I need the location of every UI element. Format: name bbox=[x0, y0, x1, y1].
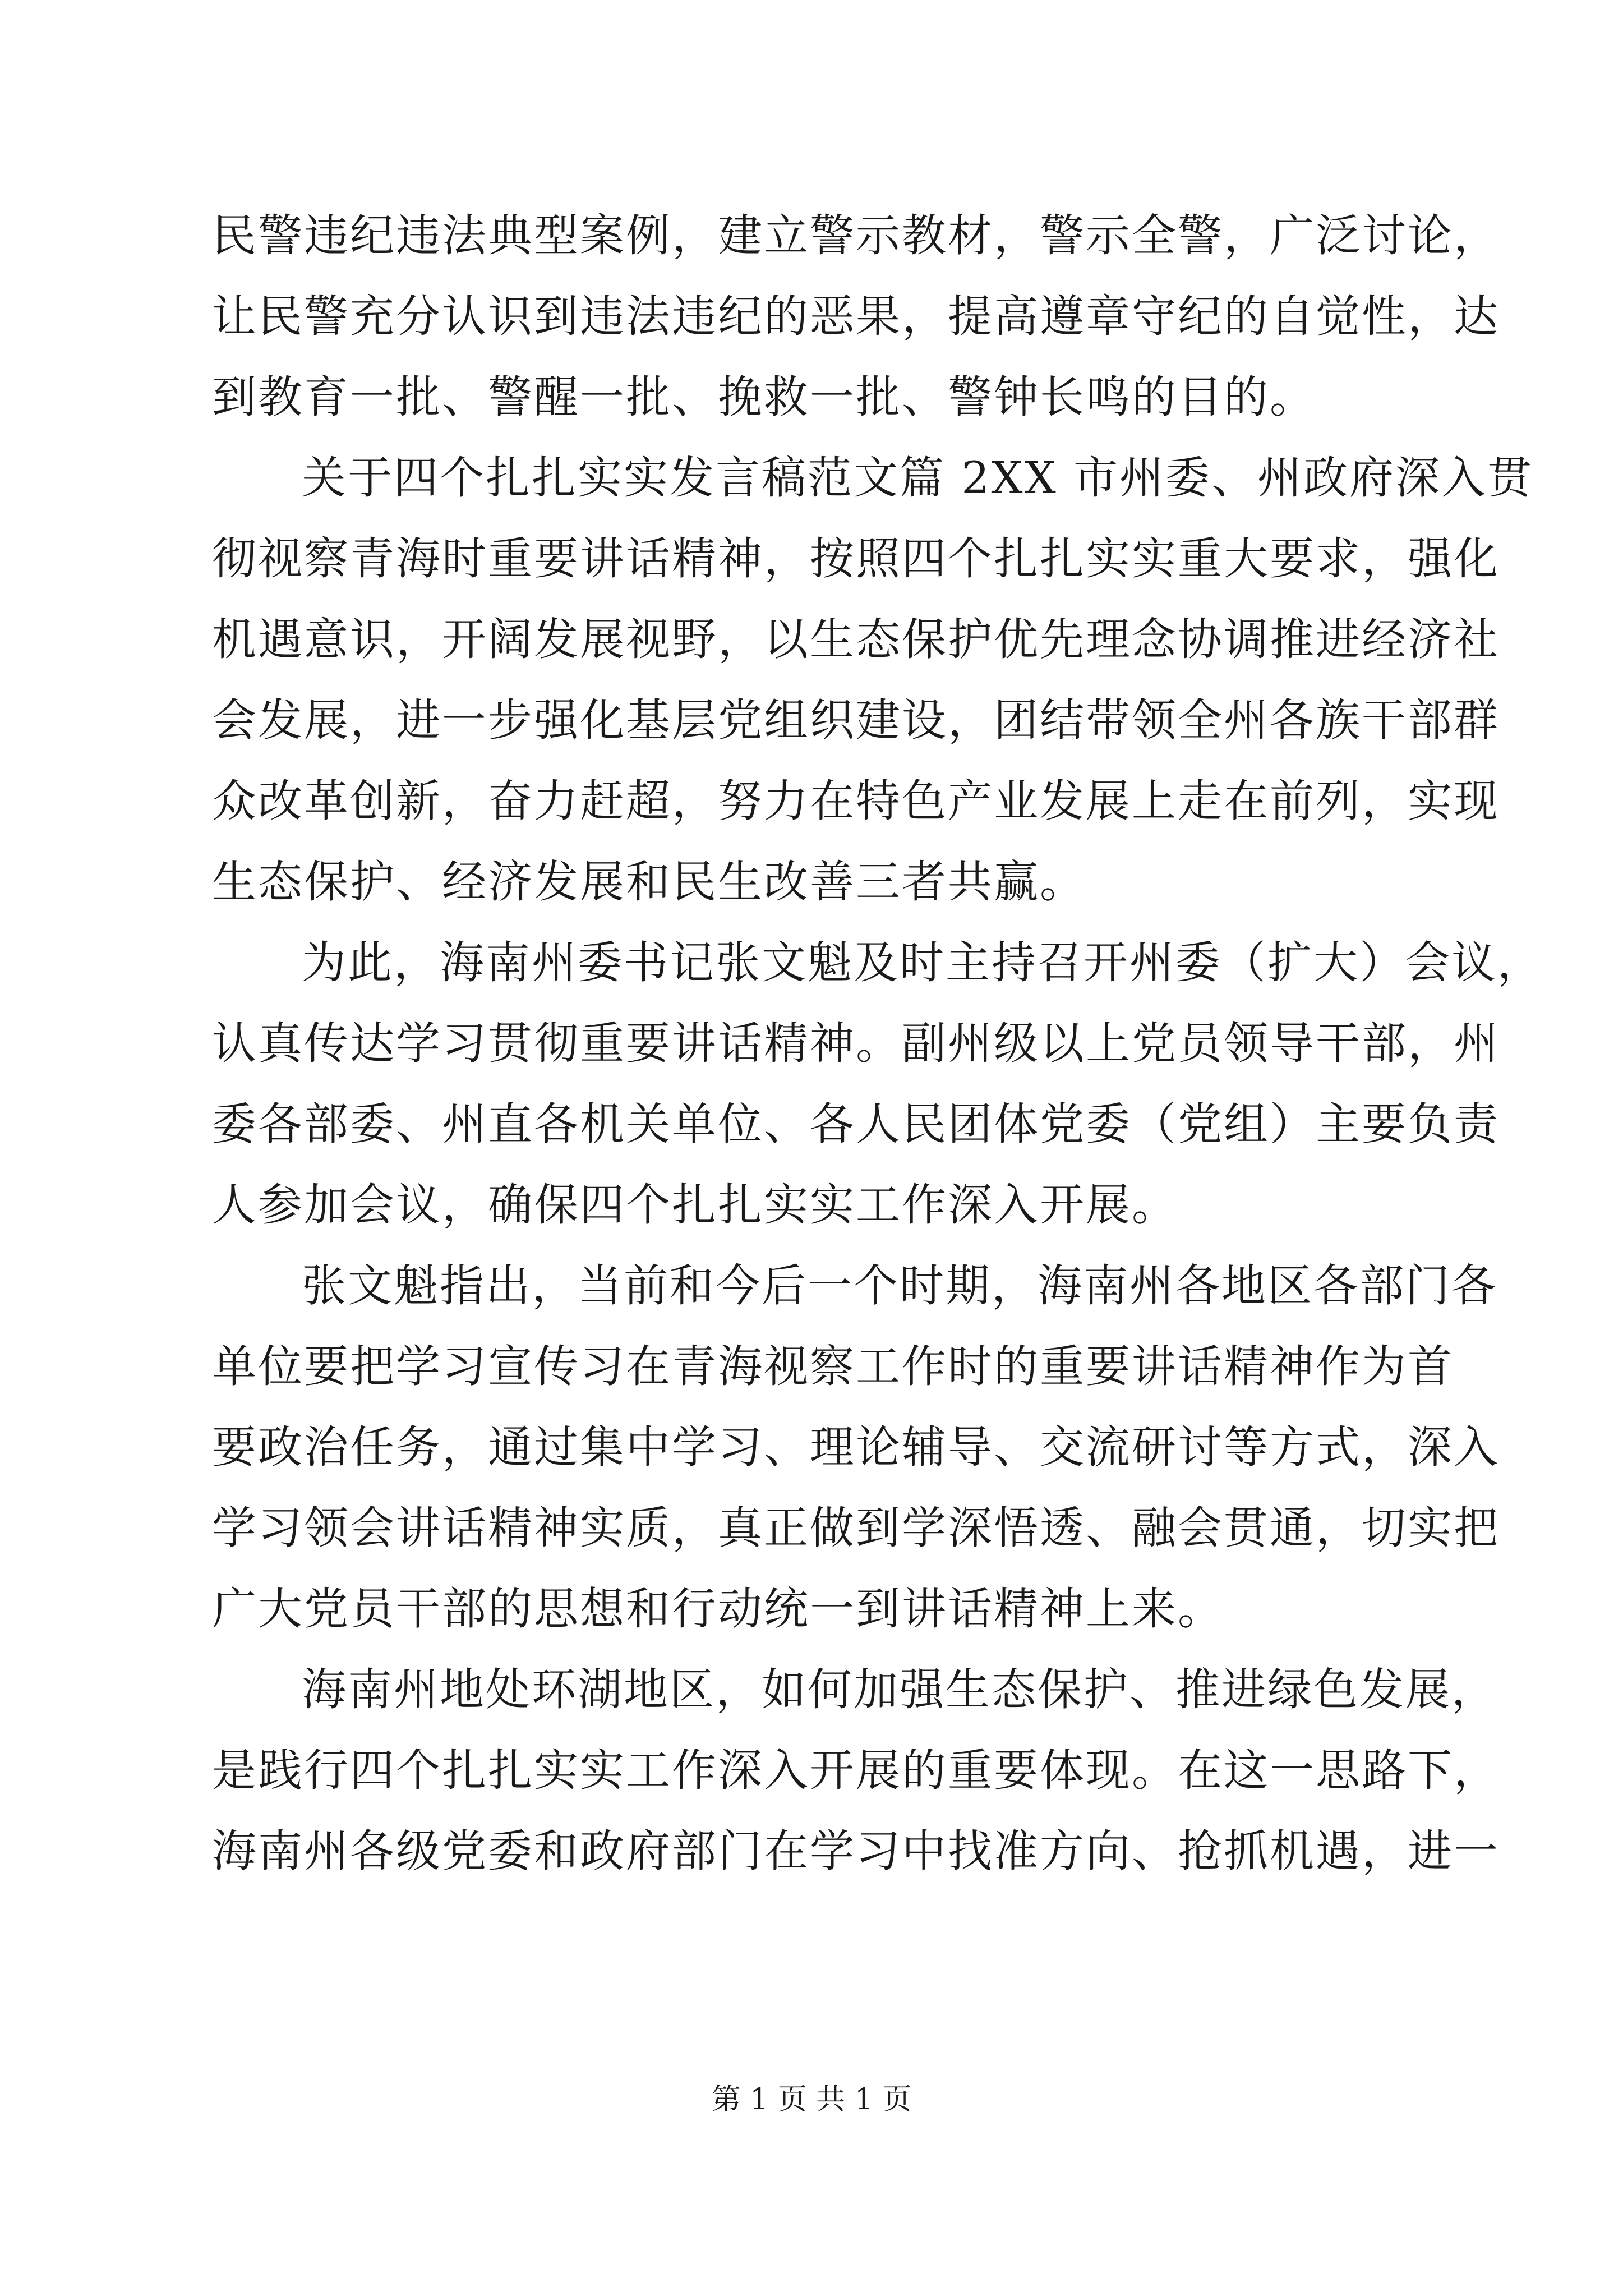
text-line: 海南州地处环湖地区，如何加强生态保护、推进绿色发展， bbox=[302, 1664, 1497, 1715]
text-line: 彻视察青海时重要讲话精神，按照四个扎扎实实重大要求，强化 bbox=[212, 533, 1500, 585]
text-line: 广大党员干部的思想和行动统一到讲话精神上来。 bbox=[212, 1583, 1224, 1635]
text-line: 人参加会议，确保四个扎扎实实工作深入开展。 bbox=[212, 1179, 1178, 1231]
text-line: 为此，海南州委书记张文魁及时主持召开州委（扩大）会议， bbox=[302, 937, 1543, 988]
text-line: 海南州各级党委和政府部门在学习中找准方向、抢抓机遇，进一 bbox=[212, 1825, 1500, 1877]
text-line: 张文魁指出，当前和今后一个时期，海南州各地区各部门各 bbox=[302, 1260, 1497, 1312]
text-line: 机遇意识，开阔发展视野，以生态保护优先理念协调推进经济社 bbox=[212, 614, 1500, 665]
text-line: 到教育一批、警醒一批、挽救一批、警钟长鸣的目的。 bbox=[212, 371, 1316, 423]
text-line: 学习领会讲话精神实质，真正做到学深悟透、融会贯通，切实把 bbox=[212, 1502, 1500, 1554]
document-body bbox=[212, 195, 1543, 1892]
text-line: 是践行四个扎扎实实工作深入开展的重要体现。在这一思路下， bbox=[212, 1745, 1500, 1796]
page-footer: 第 1 页 共 1 页 bbox=[711, 2083, 912, 2116]
text-line: 民警违纪违法典型案例，建立警示教材，警示全警，广泛讨论， bbox=[212, 210, 1500, 261]
text-line: 会发展，进一步强化基层党组织建设，团结带领全州各族干部群 bbox=[212, 694, 1500, 746]
text-line: 生态保护、经济发展和民生改善三者共赢。 bbox=[212, 856, 1086, 908]
text-line: 委各部委、州直各机关单位、各人民团体党委（党组）主要负责 bbox=[212, 1098, 1500, 1150]
text-line: 要政治任务，通过集中学习、理论辅导、交流研讨等方式，深入 bbox=[212, 1421, 1500, 1473]
text-line: 众改革创新，奋力赶超，努力在特色产业发展上走在前列，实现 bbox=[212, 775, 1500, 827]
text-line: 让民警充分认识到违法违纪的恶果，提高遵章守纪的自觉性，达 bbox=[212, 291, 1500, 342]
text-line: 关于四个扎扎实实发言稿范文篇 2XX 市州委、州政府深入贯 bbox=[302, 452, 1533, 504]
text-line: 单位要把学习宣传习在青海视察工作时的重要讲话精神作为首 bbox=[212, 1341, 1454, 1392]
text-line: 认真传达学习贯彻重要讲话精神。副州级以上党员领导干部，州 bbox=[212, 1018, 1500, 1069]
